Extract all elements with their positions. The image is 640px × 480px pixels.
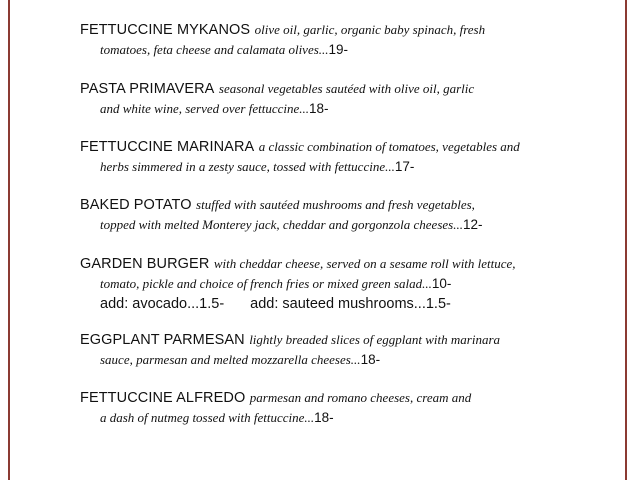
item-description-cont: topped with melted Monterey jack, cheddar and gorgonzola cheeses...	[100, 217, 463, 232]
addon-list	[80, 294, 610, 314]
item-description: lightly breaded slices of eggplant with marinara	[249, 332, 501, 347]
menu-item-eggplant-parmesan	[80, 330, 610, 370]
item-price: 18-	[314, 410, 334, 425]
menu-item-baked-potato	[80, 195, 610, 235]
item-description: with cheddar cheese, served on a sesame roll with lettuce,	[213, 256, 516, 271]
item-name: PASTA PRIMAVERA	[80, 81, 215, 97]
item-name: EGGPLANT PARMESAN	[80, 332, 245, 348]
item-price: 17-	[394, 159, 415, 174]
item-name: FETTUCCINE MARINARA	[80, 139, 255, 155]
item-price: 10-	[431, 276, 452, 291]
item-description-cont: tomato, pickle and choice of french fries or mixed green salad...	[100, 276, 432, 291]
item-price: 18-	[360, 352, 381, 367]
item-price: 12-	[462, 217, 483, 232]
item-description: olive oil, garlic, organic baby spinach, fresh	[254, 22, 486, 37]
menu-item-pasta-primavera	[80, 79, 610, 119]
menu-item-fettuccine-marinara	[80, 137, 610, 177]
item-description-cont: and white wine, served over fettuccine...	[100, 101, 310, 116]
addon-sauteed-mushrooms: add: sauteed mushrooms...1.5-	[250, 296, 451, 312]
item-description-cont: a dash of nutmeg tossed with fettuccine...	[100, 410, 315, 425]
item-description: stuffed with sautéed mushrooms and fresh vegetables,	[196, 197, 475, 212]
item-description-cont: tomatoes, feta cheese and calamata olives...	[100, 42, 329, 57]
menu-item-garden-burger	[80, 254, 610, 314]
right-border-rule	[625, 0, 627, 480]
item-description: parmesan and romano cheeses, cream and	[249, 390, 472, 405]
item-description: a classic combination of tomatoes, vegetables and	[258, 139, 520, 154]
left-border-rule	[8, 0, 10, 480]
item-name: GARDEN BURGER	[80, 256, 210, 272]
item-price: 19-	[328, 42, 349, 57]
item-description-cont: sauce, parmesan and melted mozzarella cheeses...	[100, 352, 361, 367]
item-name: BAKED POTATO	[80, 197, 192, 213]
item-description: seasonal vegetables sautéed with olive oil, garlic	[218, 81, 475, 96]
menu-item-fettuccine-mykanos	[80, 20, 610, 60]
item-price: 18-	[309, 101, 329, 116]
item-name: FETTUCCINE ALFREDO	[80, 390, 246, 406]
addon-avocado: add: avocado...1.5-	[100, 296, 225, 312]
item-name: FETTUCCINE MYKANOS	[80, 22, 251, 38]
item-description-cont: herbs simmered in a zesty sauce, tossed with fettuccine...	[100, 159, 395, 174]
menu-item-fettuccine-alfredo	[80, 388, 610, 428]
